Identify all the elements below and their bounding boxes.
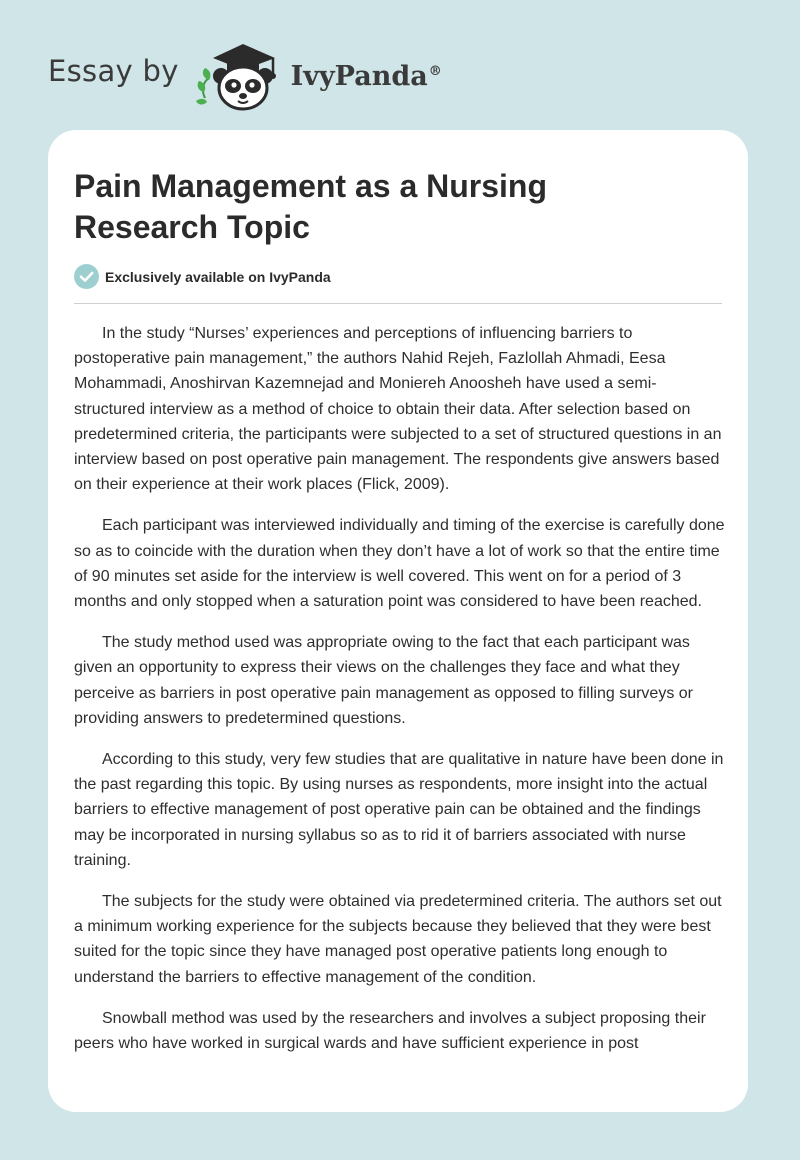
paragraph-5: The subjects for the study were obtained via predetermined criteria. The authors set out a minimum working experience for the subjects because they believed that they were best suited for the topic since they have managed post operative patients long enough to understand the barriers to effective management of the condition. (74, 893, 722, 986)
paragraph-6: Snowball method was used by the researchers and involves a subject proposing their peers who have worked in surgical wards and have sufficient experience in post (74, 1009, 706, 1053)
essay-by-label: Essay by (48, 54, 179, 88)
paragraph-1: In the study “Nurses’ experiences and perceptions of influencing barriers to postoperative pain management,” the authors Nahid Rejeh, Fazlollah Ahmadi, Eesa Mohammadi, Anoshirvan Kazemnejad and Moniereh Anoosheh have used a semi-structured interview as a method of choice to obtain their data. After selection based on predetermined criteria, the participants were subjected to a set of structured questions in an interview based on post operative pain management. The respondents give answers based on their experience at their work places (Flick, 2009). (74, 325, 722, 494)
registered-mark: ® (428, 63, 442, 79)
exclusive-badge (74, 264, 331, 289)
site-header (48, 36, 442, 112)
paragraph-3: The study method used was appropriate owing to the fact that each participant was given an opportunity to express their views on the challenges they face and what they perceive as barriers in post operative pain management as opposed to filling surveys or providing answers to predetermined questions. (74, 634, 693, 727)
article-title: Pain Management as a Nursing Research Topic (74, 168, 548, 245)
article-body (74, 321, 726, 1072)
exclusive-badge-text: Exclusively available on IvyPanda (105, 268, 331, 285)
brand-name: IvyPanda® (290, 60, 442, 92)
panda-graduate-icon (195, 36, 285, 112)
check-circle-icon (74, 264, 99, 289)
paragraph-2: Each participant was interviewed individually and timing of the exercise is carefully done so as to coincide with the duration when they don’t have a lot of work so that the entire time of 90 minutes set aside for the interview is well covered. This went on for a period of 3 months and only stopped when a saturation point was considered to have been reached. (74, 517, 725, 611)
article-card (48, 130, 748, 1112)
title-divider (74, 303, 722, 304)
paragraph-4: According to this study, very few studies that are qualitative in nature have been done in the past regarding this topic. By using nurses as respondents, more insight into the actual barriers to effective management of post operative pain can be obtained and the findings may be incorporated in nursing syllabus so as to rid it of barriers associated with nurse training. (74, 751, 724, 869)
